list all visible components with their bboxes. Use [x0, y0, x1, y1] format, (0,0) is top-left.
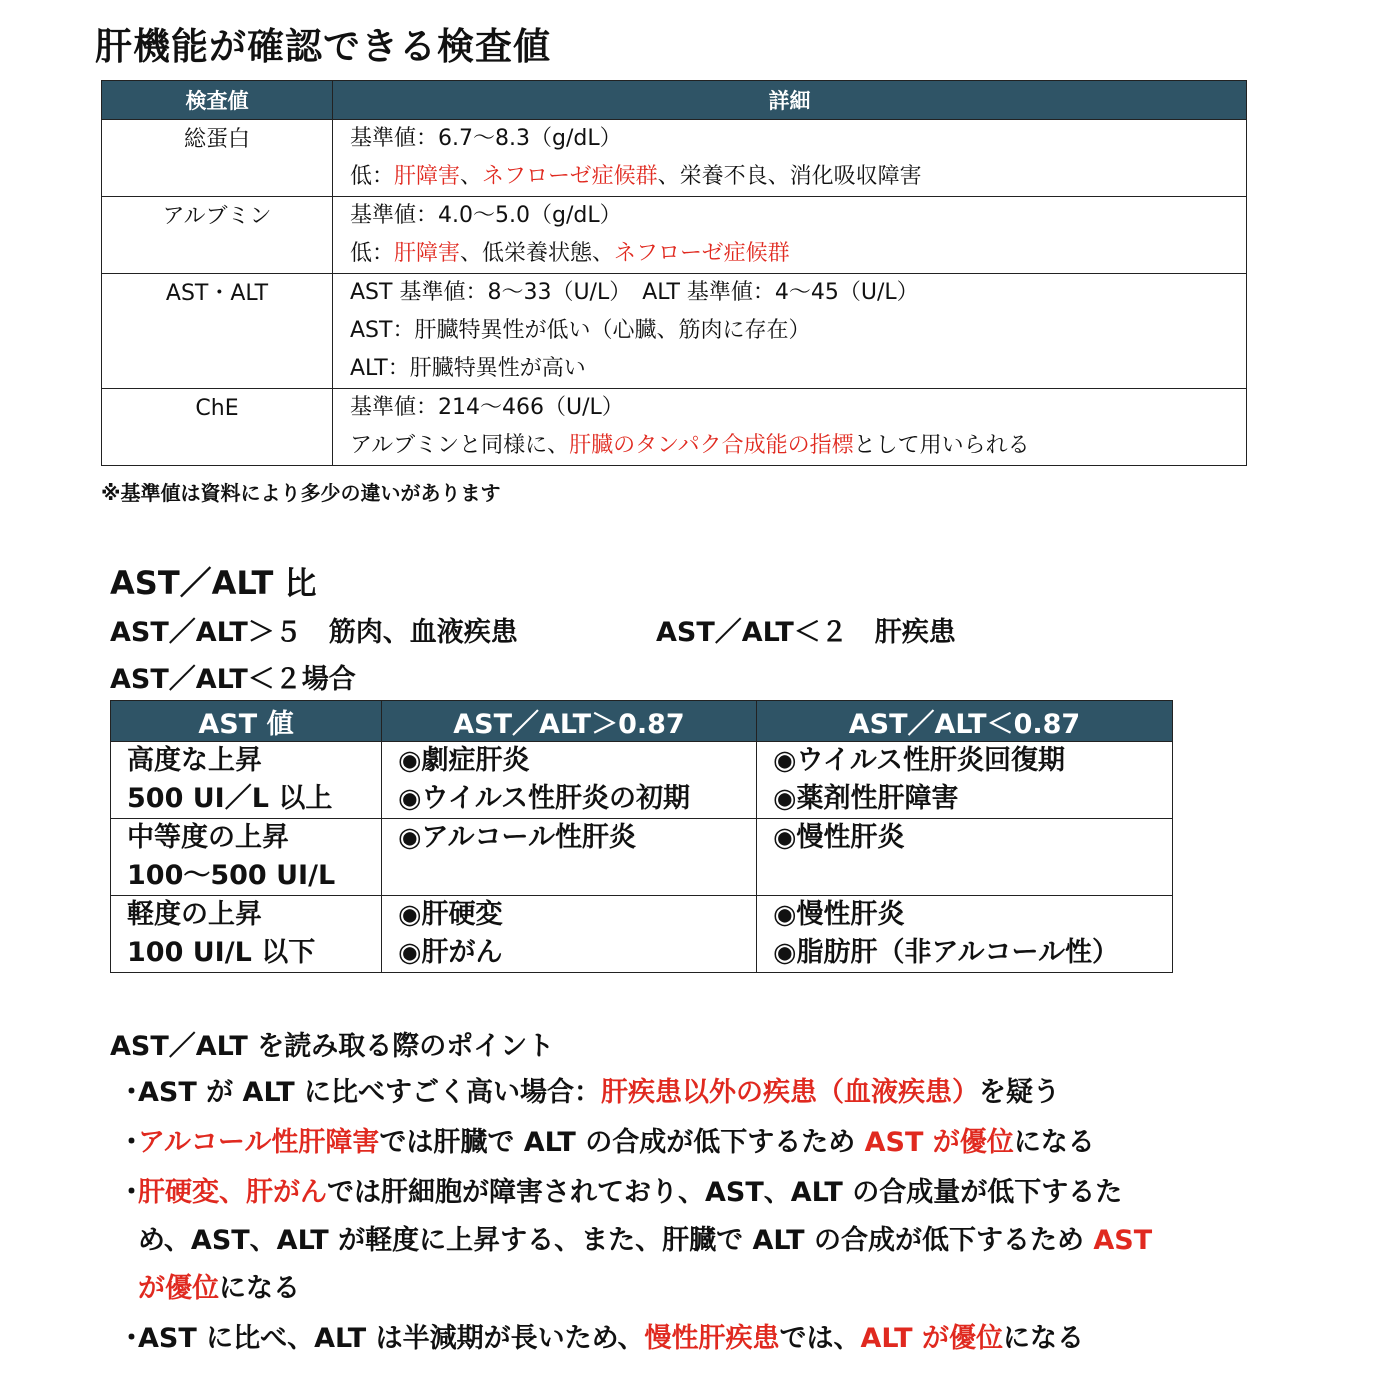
ast-level-cell: [111, 742, 382, 819]
detail-text: 、低栄養状態、: [460, 241, 615, 266]
detail-line: [350, 389, 1246, 427]
point-text: AST に比べ、ALT は半減期が長いため、: [138, 1323, 645, 1354]
detail-text: 、栄養不良、消化吸収障害: [657, 164, 922, 189]
ast-level-line: 500 UI／L 以上: [127, 783, 333, 814]
detail-text: 基準値：6.7〜8.3（g/dL）: [350, 126, 622, 151]
point-text: では肝細胞が障害されており、AST、ALT の合成量が低下するため、AST、ALT が軽度に上昇する、また、肝臓で ALT の合成が低下するため: [138, 1177, 1123, 1256]
point-item: [110, 1315, 1168, 1363]
point-item: [110, 1069, 1168, 1117]
highlight-text: ネフローゼ症候群: [614, 241, 790, 266]
test-name: アルブミン: [102, 197, 333, 274]
table-row: [102, 389, 1247, 466]
point-text: になる: [1002, 1323, 1084, 1354]
highlight-text: ネフローゼ症候群: [482, 164, 658, 189]
header-ratio-high: AST／ALT＞0.87: [382, 701, 757, 742]
detail-text: AST 基準値：8〜33（U/L） ALT 基準値：4〜45（U/L）: [350, 280, 919, 305]
table-row: [102, 197, 1247, 274]
detail-line: [350, 350, 1246, 388]
detail-text: ALT：肝臓特異性が高い: [350, 356, 586, 381]
bullet-icon: ・: [118, 1127, 145, 1158]
detail-text: アルブミンと同様に、: [350, 433, 570, 458]
bullet-icon: ・: [118, 1077, 145, 1108]
highlight-text: 肝疾患以外の疾患（血液疾患）: [601, 1077, 980, 1108]
condition-cell: [757, 896, 1173, 973]
test-name: 総蛋白: [102, 120, 333, 197]
detail-text: 基準値：4.0〜5.0（g/dL）: [350, 203, 622, 228]
ast-table-header-row: [111, 701, 1173, 742]
detail-line: [350, 427, 1246, 465]
detail-text: として用いられる: [853, 433, 1030, 458]
table-row: [102, 274, 1247, 389]
highlight-text: 肝臓のタンパク合成能の指標: [569, 433, 854, 458]
detail-line: [350, 274, 1246, 312]
table-row: [102, 120, 1247, 197]
condition-cell: [757, 742, 1173, 819]
reading-points-section: [110, 1027, 1168, 1363]
condition-item: ◉肝硬変: [398, 899, 503, 930]
condition-item: ◉薬剤性肝障害: [773, 783, 959, 814]
ast-ratio-table: [110, 700, 1173, 973]
ast-level-line: 中等度の上昇: [127, 822, 289, 853]
test-details: [333, 389, 1247, 466]
table-row: [111, 896, 1173, 973]
header-test-value: 検査値: [102, 81, 333, 120]
highlight-text: AST が優位: [864, 1127, 1014, 1158]
point-text: になる: [1013, 1127, 1095, 1158]
highlight-text: 肝障害: [394, 241, 461, 266]
condition-item: ◉アルコール性肝炎: [398, 822, 636, 853]
ast-level-line: 軽度の上昇: [127, 899, 262, 930]
point-text: AST が ALT に比べすごく高い場合：: [138, 1077, 602, 1108]
detail-line: [350, 197, 1246, 235]
ratio-rule-liver: AST／ALT＜２ 肝疾患: [656, 617, 956, 648]
lab-values-table: [101, 80, 1247, 466]
highlight-text: 肝硬変、肝がん: [138, 1177, 327, 1208]
page-title: 肝機能が確認できる検査値: [95, 25, 551, 68]
condition-item: ◉慢性肝炎: [773, 822, 905, 853]
test-details: [333, 274, 1247, 389]
condition-cell: [382, 742, 757, 819]
point-item: [110, 1169, 1168, 1313]
condition-item: ◉ウイルス性肝炎の初期: [398, 783, 690, 814]
condition-cell: [382, 896, 757, 973]
highlight-text: アルコール性肝障害: [138, 1127, 380, 1158]
table-row: [111, 742, 1173, 819]
footnote: ※基準値は資料により多少の違いがあります: [101, 481, 501, 505]
detail-line: [350, 312, 1246, 350]
points-title: AST／ALT を読み取る際のポイント: [110, 1031, 555, 1062]
detail-text: 低：: [350, 164, 395, 189]
test-name: ChE: [102, 389, 333, 466]
detail-text: 低：: [350, 241, 395, 266]
detail-line: [350, 120, 1246, 158]
point-item: [110, 1119, 1168, 1167]
ratio-subtitle: AST／ALT＜２場合: [110, 664, 356, 695]
points-list: [110, 1069, 1168, 1363]
point-text: では肝臓で ALT の合成が低下するため: [379, 1127, 865, 1158]
condition-item: ◉肝がん: [398, 937, 503, 968]
detail-text: AST：肝臓特異性が低い（心臓、筋肉に存在）: [350, 318, 811, 343]
bullet-icon: ・: [118, 1323, 145, 1354]
header-ratio-low: AST／ALT＜0.87: [757, 701, 1173, 742]
point-text: を疑う: [979, 1077, 1061, 1108]
condition-item: ◉ウイルス性肝炎回復期: [773, 745, 1065, 776]
condition-item: ◉慢性肝炎: [773, 899, 905, 930]
ast-level-line: 100〜500 UI/L: [127, 860, 336, 891]
ast-level-line: 100 UI/L 以下: [127, 937, 316, 968]
ast-level-cell: [111, 819, 382, 896]
test-details: [333, 197, 1247, 274]
ratio-rule-muscle: AST／ALT＞５ 筋肉、血液疾患: [110, 617, 518, 648]
ratio-title: AST／ALT 比: [110, 564, 317, 602]
lab-table-header-row: [102, 81, 1247, 120]
header-details: 詳細: [333, 81, 1247, 120]
point-text: になる: [219, 1273, 300, 1304]
header-ast-value: AST 値: [111, 701, 382, 742]
detail-text: 基準値：214〜466（U/L）: [350, 395, 624, 420]
table-row: [111, 819, 1173, 896]
condition-item: ◉脂肪肝（非アルコール性）: [773, 937, 1119, 968]
condition-cell: [382, 819, 757, 896]
detail-text: 、: [460, 164, 483, 189]
detail-line: [350, 158, 1246, 196]
ast-level-line: 高度な上昇: [127, 745, 262, 776]
test-name: AST・ALT: [102, 274, 333, 389]
highlight-text: 慢性肝疾患: [644, 1323, 780, 1354]
test-details: [333, 120, 1247, 197]
condition-item: ◉劇症肝炎: [398, 745, 530, 776]
highlight-text: 肝障害: [394, 164, 461, 189]
ast-level-cell: [111, 896, 382, 973]
point-text: では、: [779, 1323, 861, 1354]
condition-cell: [757, 819, 1173, 896]
detail-line: [350, 235, 1246, 273]
bullet-icon: ・: [118, 1177, 145, 1208]
highlight-text: ALT が優位: [860, 1323, 1003, 1354]
highlight-text: AST が優位: [138, 1225, 1153, 1304]
